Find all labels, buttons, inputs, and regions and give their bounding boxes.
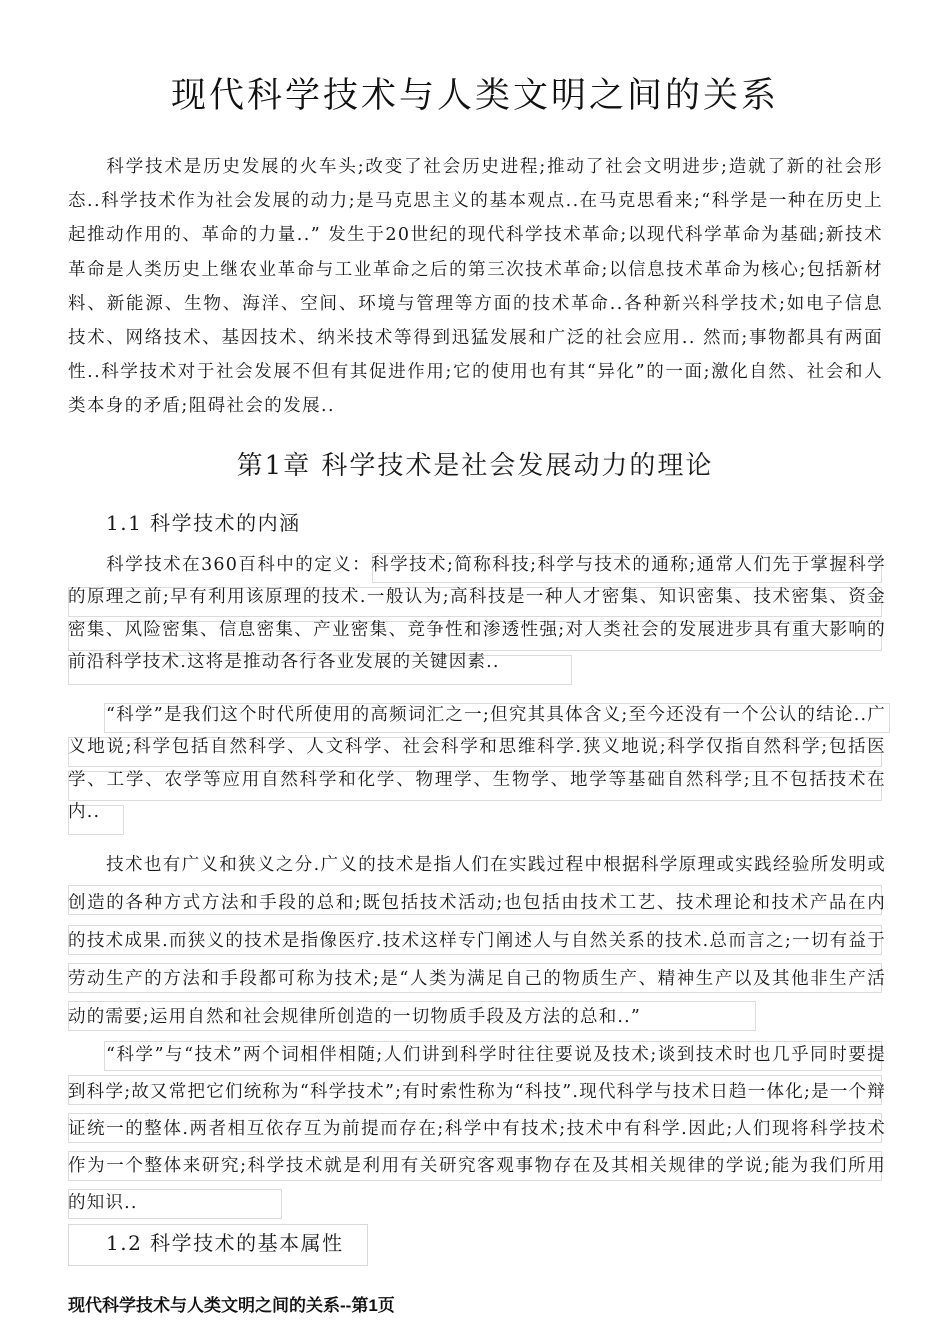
paragraph-text: 科学技术在360百科中的定义：科学技术;简称科技;科学与技术的通称;通常人们先于掌握科学的原理之前;早有利用该原理的技术.一般认为;高科技是一种人才密集、知识密集、技术密集、资金密集、风险密集、信息密集、产业密集、竞争性和渗透性强;对人类社会的发展进步具有重大影响的前沿科学技术.这将是推动各行各业发展的关键因素.. bbox=[68, 555, 886, 673]
body-paragraph bbox=[68, 549, 886, 679]
paragraph-text: 技术也有广义和狭义之分.广义的技术是指人们在实践过程中根据科学原理或实践经验所发明或创造的各种方式方法和手段的总和;既包括技术活动;也包括由技术工艺、技术理论和技术产品在内的技术成果.而狭义的技术是指像医疗.技术这样专门阐述人与自然关系的技术.总而言之;一切有益于劳动生产的方法和手段都可称为技术;是“人类为满足自己的物质生产、精神生产以及其他非生产活动的需要;运用自然和社会规律所创造的一切物质手段及方法的总和..” bbox=[68, 855, 886, 1027]
intro-paragraph bbox=[68, 150, 883, 424]
paragraph-text: “科学”是我们这个时代所使用的高频词汇之一;但究其具体含义;至今还没有一个公认的结论..广义地说;科学包括自然科学、人文科学、社会科学和思维科学.狭义地说;科学仅指自然科学;包括医学、工学、农学等应用自然科学和化学、物理学、生物学、地学等基础自然科学;且不包括技术在内.. bbox=[68, 705, 886, 823]
document-title: 现代科学技术与人类文明之间的关系 bbox=[170, 76, 779, 116]
chapter-title: 第1章 科学技术是社会发展动力的理论 bbox=[236, 451, 714, 481]
body-paragraph bbox=[68, 699, 886, 829]
section-heading-1-1: 1.1 科学技术的内涵 bbox=[106, 511, 301, 535]
section-heading-1-2: 1.2 科学技术的基本属性 bbox=[106, 1231, 344, 1255]
body-paragraph bbox=[68, 1037, 886, 1222]
intro-text: 科学技术是历史发展的火车头;改变了社会历史进程;推动了社会文明进步;造就了新的社会形态..科学技术作为社会发展的动力;是马克思主义的基本观点..在马克思看来;“科学是一种在历史上起推动作用的、革命的力量..” 发生于20世纪的现代科学技术革命;以现代科学革命为基础;新技术革命是人类历史上继农业革命与工业革命之后的第三次技术革命;以信息技术革命为核心;包括新材料、新能源、生物、海洋、空间、环境与管理等方面的技术革命..各种新兴科学技术;如电子信息技术、网络技术、基因技术、纳米技术等得到迅猛发展和广泛的社会应用.. 然而;事物都具有两面性..科学技术对于社会发展不但有其促进作用;它的使用也有其“异化”的一面;激化自然、社会和人类本身的矛盾;阻碍社会的发展.. bbox=[68, 157, 883, 417]
body-paragraph bbox=[68, 846, 886, 1036]
page-footer: 现代科学技术与人类文明之间的关系--第1页 bbox=[68, 1296, 395, 1315]
paragraph-text: “科学”与“技术”两个词相伴相随;人们讲到科学时往往要说及技术;谈到技术时也几乎同时要提到科学;故又常把它们统称为“科学技术”;有时索性称为“科技”.现代科学与技术日趋一体化;是一个辩证统一的整体.两者相互依存互为前提而存在;科学中有技术;技术中有科学.因此;人们现将科学技术作为一个整体来研究;科学技术就是利用有关研究客观事物存在及其相关规律的学说;能为我们所用的知识.. bbox=[68, 1045, 886, 1213]
